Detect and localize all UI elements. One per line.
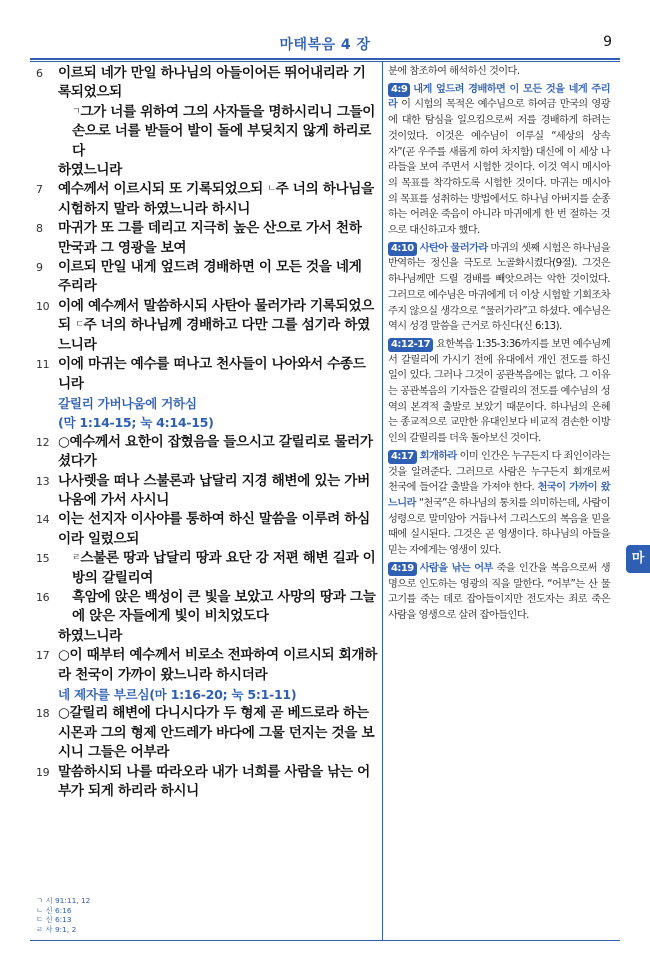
verse-18: 18 ○갈릴리 해변에 다니시다가 두 형제 곧 베드로라 하는 시몬과 그의 형제 안드레가 바다에 그물 던지는 것을 보시니 그들은 어부라 [36,705,375,761]
footnote: ㄷ 신 6:13 [36,915,72,925]
verse-14: 14 이는 선지자 이사야를 통하여 하신 말씀을 이루려 하심이라 일렀으되 [36,511,370,547]
page-number: 9 [603,34,612,50]
verse-17: 17 ○이 때부터 예수께서 비로소 전파하여 이르시되 회개하라 천국이 가까이 왔느니라 하시더라 [36,647,377,683]
commentary-column [388,64,610,626]
section-reference-1: (막 1:14-15; 눅 4:14-15) [58,415,214,431]
column-divider [382,62,383,940]
note-tag: 4:9 [388,83,410,97]
header-rule-thin [30,61,620,62]
verse-8: 8 마귀가 또 그를 데리고 지극히 높은 산으로 가서 천하 만국과 그 영광을 보여 [36,220,362,256]
verse-10: 10 이에 예수께서 말씀하시되 사탄아 물러가라 기록되었으되 $^ㄷ$주 너의 하나님께 경배하고 다만 그를 섬기라 하였느니라 [36,297,374,353]
header-rule [30,58,620,60]
page-header [30,32,620,54]
verse-11: 11 이에 마귀는 예수를 떠나고 천사들이 나아와서 수종드니라 [36,356,366,392]
verse-7: 7 예수께서 이르시되 또 기록되었으되 $^ㄴ$주 너의 하나님을 시험하지 말라 하였느니라 하시니 [36,181,374,217]
note-tag: 4:19 [388,562,417,576]
note-4-12-17: 4:12-17 요한복음 1:35-3:36까지를 보면 예수님께서 갈릴리에 가시기 전에 유대에서 개인 전도를 하신 일이 있다. 그러나 그것이 공관복음에는 없다. 그 이유는 공관복음의 기자들은 갈릴리의 전도를 예수님의 성역의 본격적 출발로 보았기 때문이다. 하나님의 은혜는 종교적으로 교만한 유대인보다 비교적 겸손한 이방인의 갈릴리를 더욱 돌아보신 것이다. [388,338,610,445]
verse-6-end: 하였느니라 [58,162,122,179]
note-4-17: 4:17 회개하라 이미 인간은 누구든지 다 죄인이라는 것을 알려준다. 그러므로 사람은 누구든지 회개로써 천국에 들어갈 출발을 가져야 한다. 천국이 가까이 왔느니라 “천국”은 하나님의 통치를 의미하는데, 사람이 성령으로 말미암아 거듭나서 그리스도의 복음을 믿을 때에 실시된다. 그것은 곧 영생이다. 하나님의 아들을 믿는 자에게는 영생이 있다. [388,450,610,557]
verse-6: 6 이르되 네가 만일 하나님의 아들이어든 뛰어내리라 기록되었으되 [36,65,366,101]
verse-15: 15 $^ㄹ$스불론 땅과 납달리 땅과 요단 강 저편 해변 길과 이방의 갈릴리여 [36,550,376,586]
verse-16: 16 흑암에 앉은 백성이 큰 빛을 보았고 사망의 땅과 그늘에 앉은 자들에게 빛이 비치었도다 [36,588,376,625]
note-4-9: 4:9 내게 엎드려 경배하면 이 모든 것을 네게 주리라 이 시험의 목적은 예수님으로 하여금 만국의 영광에 대한 탐심을 일으킴으로써 저를 경배하게 하려는 것이었다. 이것은 예수님이 이루실 “세상의 상속자”(곧 우주를 새롭게 하여 차지함) 대신에 이 세상 나라들을 보여 주면서 시험한 것이다. 이것 역시 메시아의 목표를 착각하도록 시험한 것이다. 마귀는 메시아의 목표를 성취하는 방법에서도 하나님 아버지를 순종하는 어려운 죽음이 아니라 마귀에게 한 번 절하는 것으로 대신하고자 했다. [388,83,610,237]
chapter-title: 마태복음 4 장 [279,37,371,53]
verse-16-end: 하였느니라 [58,627,122,644]
footnote: ㄹ 사 9:1, 2 [36,924,77,934]
note-continued: 분에 참조하여 해석하신 것이다. [388,66,520,77]
book-index-tab[interactable]: 마 [626,545,650,573]
note-tag: 4:10 [388,242,417,256]
verse-19: 19 말씀하시되 나를 따라오라 내가 너희를 사람을 낚는 어부가 되게 하리라 하시니 [36,763,370,800]
section-heading-2: 네 제자를 부르심(마 1:16-20; 눅 5:1-11) [58,687,297,702]
footnote: ㄴ 신 6:16 [36,905,72,915]
section-heading-1: 갈릴리 가버나움에 거하심 [58,395,197,411]
cross-references [36,896,186,934]
note-tag: 4:17 [388,450,417,464]
footnote: ㄱ 시 91:11, 12 [36,896,91,905]
note-4-19: 4:19 사람을 낚는 어부 죽을 인간을 복음으로써 생명으로 인도하는 영광의 직을 말한다. “어부”는 산 물고기를 죽는 데로 잡아들이지만 전도자는 죄로 죽은 사람을 영생으로 살려 잡아들인다. [388,562,610,621]
verse-6-quote: $^ㄱ$그가 너를 위하여 그의 사자들을 명하시리니 그들이 손으로 너를 받들어 발이 돌에 부딪치지 않게 하리로다 [72,103,376,159]
note-4-10: 4:10 사탄아 물러가라 마귀의 셋째 시험은 하나님을 반역하는 정신을 극도로 노골화시켰다(9절). 그것은 하나님께만 드릴 경배를 빼앗으려는 악한 것이었다. 그러므로 예수님은 마귀에게 더 이상 시험할 기회조차 주지 않으실 생각으로 “물러가라”고 하셨다. 예수님은 역시 성경 말씀을 근거로 하신다(신 6:13). [388,242,610,333]
verse-12: 12 ○예수께서 요한이 잡혔음을 들으시고 갈릴리로 물러가셨다가 [36,433,373,470]
verse-13: 13 나사렛을 떠나 스불론과 납달리 지경 해변에 있는 가버나움에 가서 사시니 [36,472,370,508]
note-tag: 4:12-17 [388,338,433,352]
scripture-column [36,64,378,801]
verse-9: 9 이르되 만일 내게 엎드려 경배하면 이 모든 것을 네게 주리라 [36,259,362,295]
footer-rule [30,940,620,941]
